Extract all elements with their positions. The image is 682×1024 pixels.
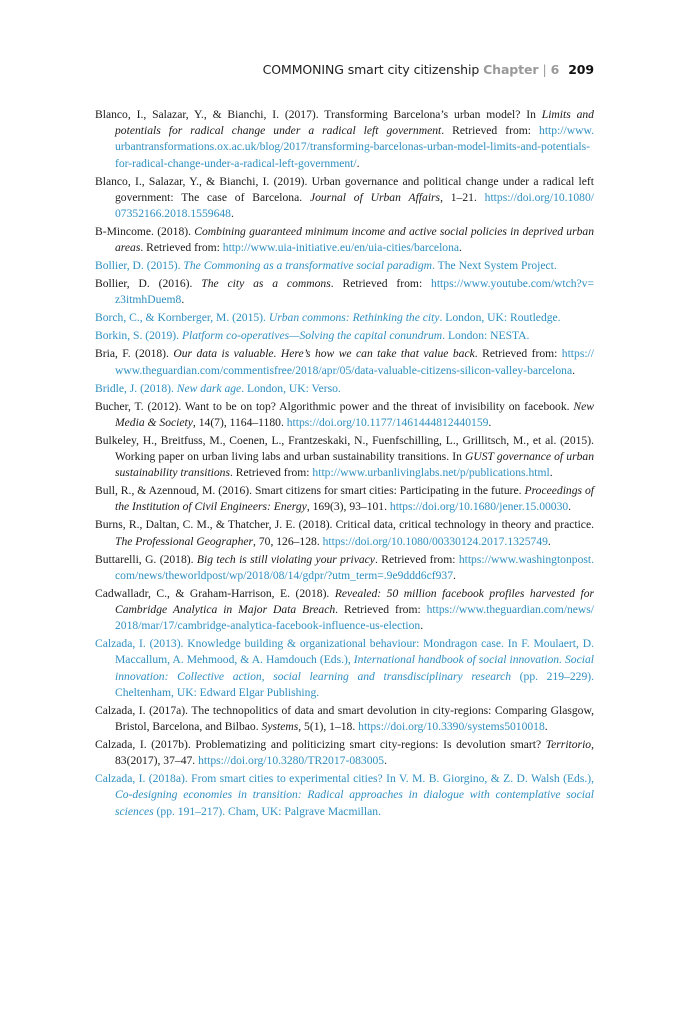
reference-end: . (459, 241, 462, 255)
reference-link[interactable]: http://www.urbanlivinglabs.net/p/publications.html (312, 466, 550, 480)
reference-entry (95, 771, 594, 820)
reference-authors-text: Cadwalladr, C., & Graham-Harrison, E. (2018). (95, 586, 335, 600)
reference-authors-text: Bollier, D. (2015). (95, 259, 184, 273)
reference-link[interactable]: https://doi.org/10.3280/TR2017-083005 (198, 754, 385, 768)
reference-link[interactable]: https://doi.org/10.1177/1461444812440159 (286, 415, 489, 429)
reference-title: Combining guaranteed minimum income and active social policies in deprived urban areas (115, 225, 594, 255)
reference-title: The Professional Geographer (115, 534, 254, 548)
reference-authors-text: Calzada, I. (2017b). Problematizing and politicizing smart city-regions: Is devolution smart? (95, 738, 546, 752)
reference-end: . (544, 720, 548, 734)
reference-entry (95, 310, 594, 326)
reference-entry (95, 174, 594, 223)
reference-authors-text: Calzada, I. (2017a). The technopolitics of data and smart devolution in city-regions: Comparing Glasgow, Bristol, Barcelona, and Bilbao. (95, 703, 594, 734)
reference-entry (95, 107, 594, 172)
running-header (263, 62, 594, 77)
reference-details: (pp. 219–229). Cheltenham, UK: Edward Elgar Publishing. (115, 669, 594, 699)
running-title: COMMONING smart city citizenship (262, 62, 480, 77)
reference-details: . Retrieved from: (335, 603, 427, 617)
reference-entry (95, 586, 594, 635)
reference-title: Co-designing economies in transition: Radical approaches in dialogue with contemplative social sciences (115, 788, 594, 818)
reference-end: . (549, 466, 553, 480)
reference-title: Our data is valuable. Here’s how we can take that value back (173, 347, 475, 361)
reference-end: . (547, 534, 551, 548)
reference-title: Journal of Urban Affairs (309, 190, 441, 204)
reference-entry (95, 381, 594, 397)
page-number: 209 (568, 62, 594, 77)
reference-authors-text: Bucher, T. (2012). Want to be on top? Algorithmic power and the threat of invisibility on facebook. (95, 399, 574, 413)
reference-title: New dark age (176, 381, 242, 395)
reference-authors-text: Bridle, J. (2018). (95, 381, 177, 395)
reference-authors-text: Calzada, I. (2013). Knowledge building & organizational behaviour: Mondragon case. In F. Moulaert, D. Maccallum, A. Mehmood, & A. Hamdouch (Eds.), (95, 637, 594, 667)
reference-end: . (181, 293, 185, 307)
reference-authors-text: Blanco, I., Salazar, Y., & Bianchi, I. (2019). Urban governance and political change under a radical left government: The case of Barcelona. (95, 174, 594, 204)
reference-end: . (420, 619, 424, 633)
reference-entry (95, 258, 594, 274)
reference-entry (95, 552, 594, 584)
reference-entry (95, 517, 594, 549)
reference-end: . (356, 156, 360, 170)
reference-end: . (230, 207, 234, 221)
reference-authors-text: Borkin, S. (2019). (95, 329, 182, 343)
reference-entry (95, 703, 594, 735)
reference-authors-text: Borch, C., & Kornberger, M. (2015). (95, 311, 269, 325)
reference-details: , 83(2017), 37–47. (115, 738, 594, 768)
reference-title: Systems (261, 720, 299, 734)
reference-title: Territorio (545, 738, 592, 752)
reference-title: The city as a commons (201, 277, 331, 291)
reference-end: . (453, 568, 456, 582)
reference-title: GUST governance of urban sustainability transitions (115, 450, 594, 480)
reference-title: Big tech is still violating your privacy (196, 552, 375, 566)
header-separator: | (542, 62, 547, 77)
reference-details: . Retrieved from: (230, 466, 313, 480)
reference-list (95, 107, 594, 822)
reference-authors-text: Calzada, I. (2018a). From smart cities to experimental cities? In V. M. B. Giorgino, & Z. D. Walsh (Eds.), (95, 772, 594, 786)
reference-entry (95, 328, 594, 344)
chapter-number: 6 (550, 62, 560, 77)
reference-authors-text: Bollier, D. (2016). (95, 277, 202, 291)
reference-authors-text: Burns, R., Daltan, C. M., & Thatcher, J. E. (2018). Critical data, critical technology in theory and practice. (95, 518, 594, 532)
reference-details: . Retrieved from: (374, 552, 459, 566)
reference-authors-text: B-Mincome. (2018). (95, 225, 195, 239)
reference-title: International handbook of social innovation. Social innovation: Collective action, social learning and transdisciplinary research (115, 653, 594, 683)
reference-details: , 70, 126–128. (253, 534, 323, 548)
reference-link[interactable]: https://doi.org/10.1080/00330124.2017.1325749 (322, 534, 548, 548)
reference-title: Limits and potentials for radical change under a radical left government (115, 108, 594, 138)
reference-details: , 169(3), 93–101. (306, 500, 390, 514)
reference-authors-text: Blanco, I., Salazar, Y., & Bianchi, I. (2017). Transforming Barcelona’s urban model? In (95, 108, 542, 121)
reference-link[interactable]: https://www.youtube.com/wtch?v=z3itmhDuem8 (115, 277, 594, 307)
chapter-label: Chapter (483, 62, 539, 77)
reference-title: New Media & Society (115, 399, 594, 429)
reference-link[interactable]: https://www.theguardian.com/news/2018/mar/17/cambridge-analytica-facebook-influence-us-election (115, 603, 594, 633)
reference-details: . London, UK: Routledge. (439, 311, 561, 325)
reference-entry (95, 346, 594, 378)
reference-entry (95, 433, 594, 482)
reference-end: . (568, 500, 572, 514)
reference-link[interactable]: https://www.theguardian.com/commentisfree/2018/apr/05/data-valuable-citizens-silicon-valley-barcelona (115, 347, 595, 377)
reference-details: , 1–21. (440, 190, 485, 204)
reference-link[interactable]: https://doi.org/10.1680/jener.15.00030 (389, 500, 569, 514)
reference-entry (95, 483, 594, 515)
reference-end: . (488, 415, 492, 429)
reference-entry (95, 276, 594, 308)
reference-details: . Retrieved from: (140, 241, 223, 255)
reference-title: Proceedings of the Institution of Civil Engineers: Energy (115, 484, 594, 514)
reference-details: . The Next System Project. (432, 259, 557, 273)
reference-link[interactable]: https://doi.org/10.1080/07352166.2018.1559648 (115, 190, 594, 221)
reference-title: The Commoning as a transformative social paradigm (183, 259, 433, 273)
reference-details: . Retrieved from: (474, 347, 562, 361)
reference-details: . London: NESTA. (442, 329, 530, 343)
reference-authors-text: Bulkeley, H., Breitfuss, M., Coenen, L., Frantzeskaki, N., Fuenfschilling, L., Grillitsch, M., et al. (2015). Working paper on urban living labs and urban sustainability transitions. In (95, 433, 594, 464)
reference-details: (pp. 191–217). Cham, UK: Palgrave Macmillan. (153, 804, 381, 818)
reference-link[interactable]: http://www.uia-initiative.eu/en/uia-cities/barcelona (222, 241, 460, 255)
reference-end: . (572, 363, 576, 377)
reference-link[interactable]: https://doi.org/10.3390/systems5010018 (358, 720, 545, 734)
reference-authors-text: Bull, R., & Azennoud, M. (2016). Smart citizens for smart cities: Participating in the future. (95, 484, 525, 498)
reference-authors-text: Bria, F. (2018). (95, 347, 174, 361)
reference-details: . Retrieved from: (441, 124, 540, 138)
reference-end: . (384, 754, 387, 768)
reference-title: Platform co-operatives—Solving the capital conundrum (181, 329, 443, 343)
reference-authors-text: Buttarelli, G. (2018). (95, 552, 197, 566)
reference-details: . London, UK: Verso. (241, 381, 341, 395)
reference-details: , 14(7), 1164–1180. (192, 415, 287, 429)
reference-link[interactable]: https://www.washingtonpost.com/news/theworldpost/wp/2018/08/14/gdpr/?utm_term=.9e9ddd6cf937 (115, 552, 594, 582)
reference-details: , 5(1), 1–18. (298, 720, 359, 734)
reference-title: Urban commons: Rethinking the city (268, 311, 440, 325)
reference-title: Revealed: 50 million facebook profiles harvested for Cambridge Analytica in Major Data Breach (115, 586, 594, 617)
reference-entry (95, 224, 594, 256)
reference-entry (95, 636, 594, 701)
reference-entry (95, 737, 594, 769)
reference-link[interactable]: http://www.urbantransformations.ox.ac.uk/blog/2017/transforming-barcelonas-urban-model-limits-and-potentials-for-radical-change-under-a-radical-left-government/ (115, 124, 595, 170)
reference-entry (95, 399, 594, 431)
reference-details: . Retrieved from: (330, 277, 432, 291)
